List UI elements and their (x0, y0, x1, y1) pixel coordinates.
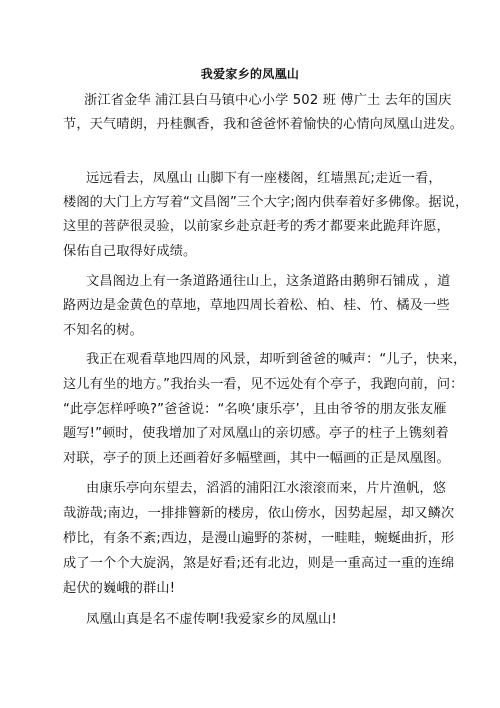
text-line: 成了一个个大旋涡，煞是好看;还有北边，则是一重高过一重的连绵 (63, 556, 455, 571)
text-line: 不知名的树。 (63, 323, 144, 338)
text-line: 路两边是金黄色的草地，草地四周长着松、柏、桂、竹、橘及一些 (63, 298, 450, 313)
text-line: 起伏的巍峨的群山! (63, 581, 176, 596)
text-line: 节，天气晴朗，丹桂飘香，我和爸爸怀着愉快的心情向凤凰山进发。 (63, 117, 464, 132)
text-line: 哉游哉;南边，一排排簪新的楼房，依山傍水，因势起屋，却又鳞次 (63, 506, 455, 521)
text-line: 楼阁的大门上方写着“文昌阁”三个大字;阁内供奉着好多佛像。据说， (63, 195, 469, 210)
text-line: 栉比，有条不紊;西边，是漫山遍野的茶树，一畦畦，蜿蜒曲折，形 (63, 531, 455, 546)
text-line: “此亭怎样呼唤?”爸爸说：“名唤‘康乐亭’，且由爷爷的朋友张友雁 (63, 402, 447, 417)
document-title: 我爱家乡的凤凰山 (200, 67, 300, 81)
text-line: 文昌阁边上有一条道路通往山上，这条道路由鹅卵石铺成 ，道 (86, 274, 451, 289)
text-line: 远远看去，凤凰山 山脚下有一座楼阁，红墙黑瓦;走近一看， (86, 171, 442, 186)
text-line: 这里的菩萨很灵验，以前家乡赴京赶考的秀才都要来此跪拜许愿， (63, 219, 450, 234)
text-line: 对联，亭子的顶上还画着好多幅壁画，其中一幅画的正是凤凰图。 (63, 451, 450, 466)
text-line: 题写!”顿时，使我增加了对凤凰山的亲切感。亭子的柱子上镌刻着 (63, 426, 449, 441)
text-line: 这儿有坐的地方。”我抬头一看，见不远处有个亭子，我跑向前，问： (63, 377, 464, 392)
text-line: 我正在观看草地四周的风景，却听到爸爸的喊声：“儿子，快来， (86, 352, 467, 367)
text-line: 凤凰山真是名不虚传啊!我爱家乡的凤凰山! (86, 612, 337, 627)
text-line: 由康乐亭向东望去，滔滔的浦阳江水滚滚而来，片片渔帆，悠 (86, 481, 447, 496)
text-line: 保佑自己取得好成绩。 (63, 244, 197, 259)
text-line: 浙江省金华 浦江县白马镇中心小学 502 班 傅广土 去年的国庆 (84, 93, 452, 108)
